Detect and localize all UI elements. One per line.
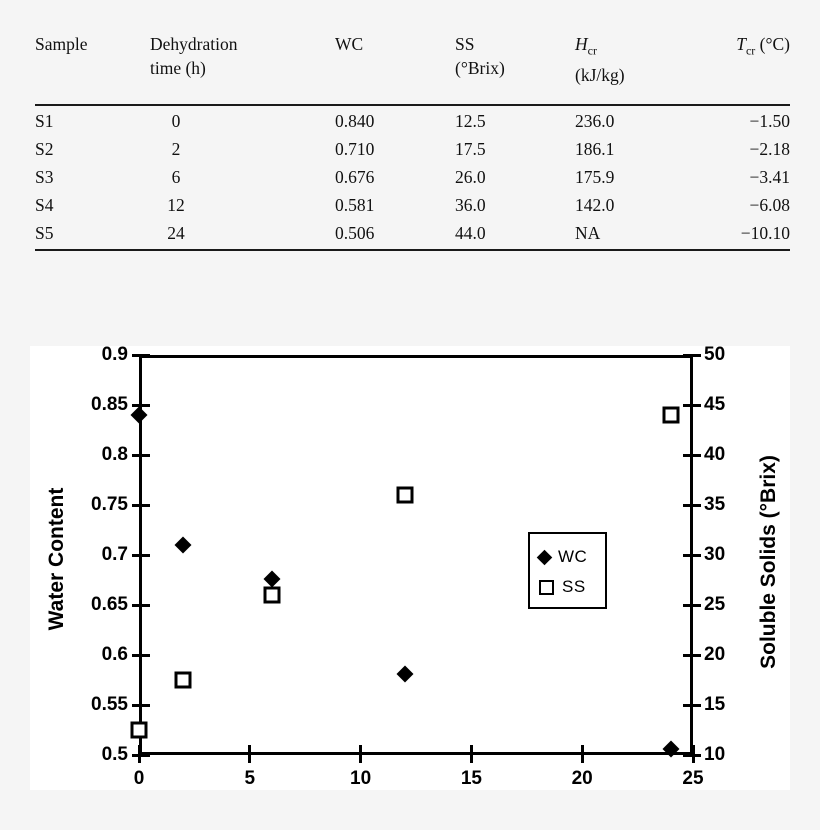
- col-header-ss: [455, 32, 575, 105]
- x-tick-label: 0: [133, 768, 145, 789]
- y-axis-left-tick: [132, 404, 150, 407]
- col-header-wc: [335, 32, 455, 105]
- hcr-subscript: cr: [587, 43, 597, 58]
- col-header-dehydration-time: [150, 32, 335, 105]
- y-left-tick-label: 0.65: [91, 594, 128, 615]
- table-row: [35, 162, 790, 190]
- cell-time: [150, 190, 335, 218]
- y-axis-left-tick: [132, 454, 150, 457]
- y-axis-right-tick: [683, 754, 701, 757]
- header-text: Dehydration: [150, 34, 238, 54]
- col-header-tcr: [700, 32, 790, 105]
- legend-label-wc: WC: [558, 547, 588, 566]
- table-row: [35, 105, 790, 134]
- hcr-symbol: H: [575, 34, 588, 54]
- header-text: Sample: [35, 34, 88, 54]
- y-axis-right-title: Soluble Solids (°Brix): [757, 455, 780, 669]
- y-axis-left-title: Water Content: [45, 487, 68, 631]
- y-right-tick-label: 25: [704, 594, 726, 615]
- cell-sample: S5: [35, 218, 150, 250]
- cell-time-value: 0: [171, 110, 181, 131]
- y-axis-right-tick: [683, 654, 701, 657]
- header-text: [700, 32, 790, 63]
- cell-time-value: 24: [167, 222, 185, 243]
- plot-area: [139, 355, 693, 755]
- col-header-sample: [35, 32, 150, 105]
- table-row: [35, 218, 790, 250]
- cell-tcr: −2.18: [749, 138, 790, 159]
- x-axis-tick: [248, 745, 251, 763]
- x-tick-label: 10: [350, 768, 372, 789]
- y-right-tick-label: 10: [704, 744, 726, 765]
- cell-time: [150, 218, 335, 250]
- y-left-tick-label: 0.6: [101, 644, 128, 665]
- y-right-tick-label: 35: [704, 494, 726, 515]
- cell-time-value: 12: [167, 194, 185, 215]
- y-right-tick-label: 15: [704, 694, 726, 715]
- y-axis-left-tick: [132, 704, 150, 707]
- header-text: (°Brix): [455, 58, 505, 78]
- y-right-tick-label: 20: [704, 644, 726, 665]
- ss-data-point: [263, 587, 280, 604]
- x-tick-label: 20: [571, 768, 593, 789]
- y-axis-right-tick: [683, 554, 701, 557]
- header-text: time (h): [150, 58, 206, 78]
- legend-item-ss: [539, 572, 605, 602]
- cell-hcr: NA: [575, 218, 700, 250]
- legend-label-ss: SS: [562, 577, 586, 596]
- ss-data-point: [662, 407, 679, 424]
- cell-wc: 0.710: [335, 138, 375, 159]
- table-row: [35, 190, 790, 218]
- x-axis-tick: [359, 745, 362, 763]
- y-right-tick-label: 45: [704, 394, 726, 415]
- cell-tcr: −6.08: [749, 194, 790, 215]
- y-axis-left-tick: [132, 554, 150, 557]
- y-axis-left-tick: [132, 354, 150, 357]
- open-square-icon: [539, 580, 554, 595]
- results-table: [35, 32, 790, 251]
- header-text: (kJ/kg): [575, 64, 625, 85]
- cell-tcr: −10.10: [700, 218, 790, 250]
- cell-time: [150, 134, 335, 162]
- y-left-tick-label: 0.85: [91, 394, 128, 415]
- y-left-tick-label: 0.5: [101, 744, 128, 765]
- x-tick-label: 15: [460, 768, 482, 789]
- cell-sample: S4: [35, 194, 54, 215]
- table-row: [35, 134, 790, 162]
- cell-time: [150, 105, 335, 134]
- y-right-tick-label: 40: [704, 444, 726, 465]
- col-header-hcr: [575, 32, 700, 105]
- x-axis-tick: [581, 745, 584, 763]
- y-left-tick-label: 0.55: [91, 694, 128, 715]
- filled-diamond-icon: [537, 549, 553, 565]
- header-text: SS: [455, 34, 475, 54]
- cell-ss: 44.0: [455, 218, 575, 250]
- y-axis-right-tick: [683, 454, 701, 457]
- cell-ss: 26.0: [455, 166, 486, 187]
- legend: [528, 532, 607, 609]
- y-axis-left-tick: [132, 754, 150, 757]
- tcr-subscript: cr: [745, 43, 756, 58]
- y-axis-right-tick: [683, 404, 701, 407]
- cell-ss: 17.5: [455, 138, 486, 159]
- legend-item-wc: [539, 542, 605, 572]
- y-axis-right-tick: [683, 504, 701, 507]
- y-left-tick-label: 0.9: [101, 344, 128, 365]
- cell-ss: 12.5: [455, 110, 486, 131]
- cell-hcr: 142.0: [575, 194, 615, 215]
- cell-wc: 0.676: [335, 166, 375, 187]
- y-axis-right-tick: [683, 354, 701, 357]
- x-tick-label: 5: [244, 768, 256, 789]
- cell-wc: 0.840: [335, 110, 375, 131]
- tcr-symbol: T: [736, 34, 746, 54]
- cell-tcr: −3.41: [749, 166, 790, 187]
- cell-tcr: −1.50: [749, 110, 790, 131]
- cell-sample: S3: [35, 166, 54, 187]
- chart: [30, 346, 790, 790]
- y-axis-right-tick: [683, 704, 701, 707]
- cell-hcr: 186.1: [575, 138, 615, 159]
- y-axis-left-tick: [132, 504, 150, 507]
- cell-wc: 0.506: [335, 218, 455, 250]
- x-axis-tick: [470, 745, 473, 763]
- y-left-tick-label: 0.75: [91, 494, 128, 515]
- tcr-rest: (°C): [755, 34, 790, 54]
- cell-hcr: 175.9: [575, 166, 615, 187]
- cell-sample: S1: [35, 110, 54, 131]
- ss-data-point: [131, 722, 148, 739]
- x-tick-label: 25: [682, 768, 704, 789]
- cell-hcr: 236.0: [575, 110, 615, 131]
- table-header-row: [35, 32, 790, 105]
- cell-time-value: 2: [171, 138, 181, 159]
- ss-data-point: [175, 672, 192, 689]
- y-axis-left-tick: [132, 604, 150, 607]
- cell-time: [150, 162, 335, 190]
- ss-data-point: [396, 487, 413, 504]
- y-right-tick-label: 30: [704, 544, 726, 565]
- cell-ss: 36.0: [455, 194, 486, 215]
- y-right-tick-label: 50: [704, 344, 726, 365]
- cell-wc: 0.581: [335, 194, 375, 215]
- y-left-tick-label: 0.8: [101, 444, 128, 465]
- header-text: [575, 32, 700, 63]
- y-left-tick-label: 0.7: [101, 544, 128, 565]
- header-text: WC: [335, 34, 364, 54]
- cell-sample: S2: [35, 138, 54, 159]
- y-axis-left-tick: [132, 654, 150, 657]
- y-axis-right-tick: [683, 604, 701, 607]
- cell-time-value: 6: [171, 166, 181, 187]
